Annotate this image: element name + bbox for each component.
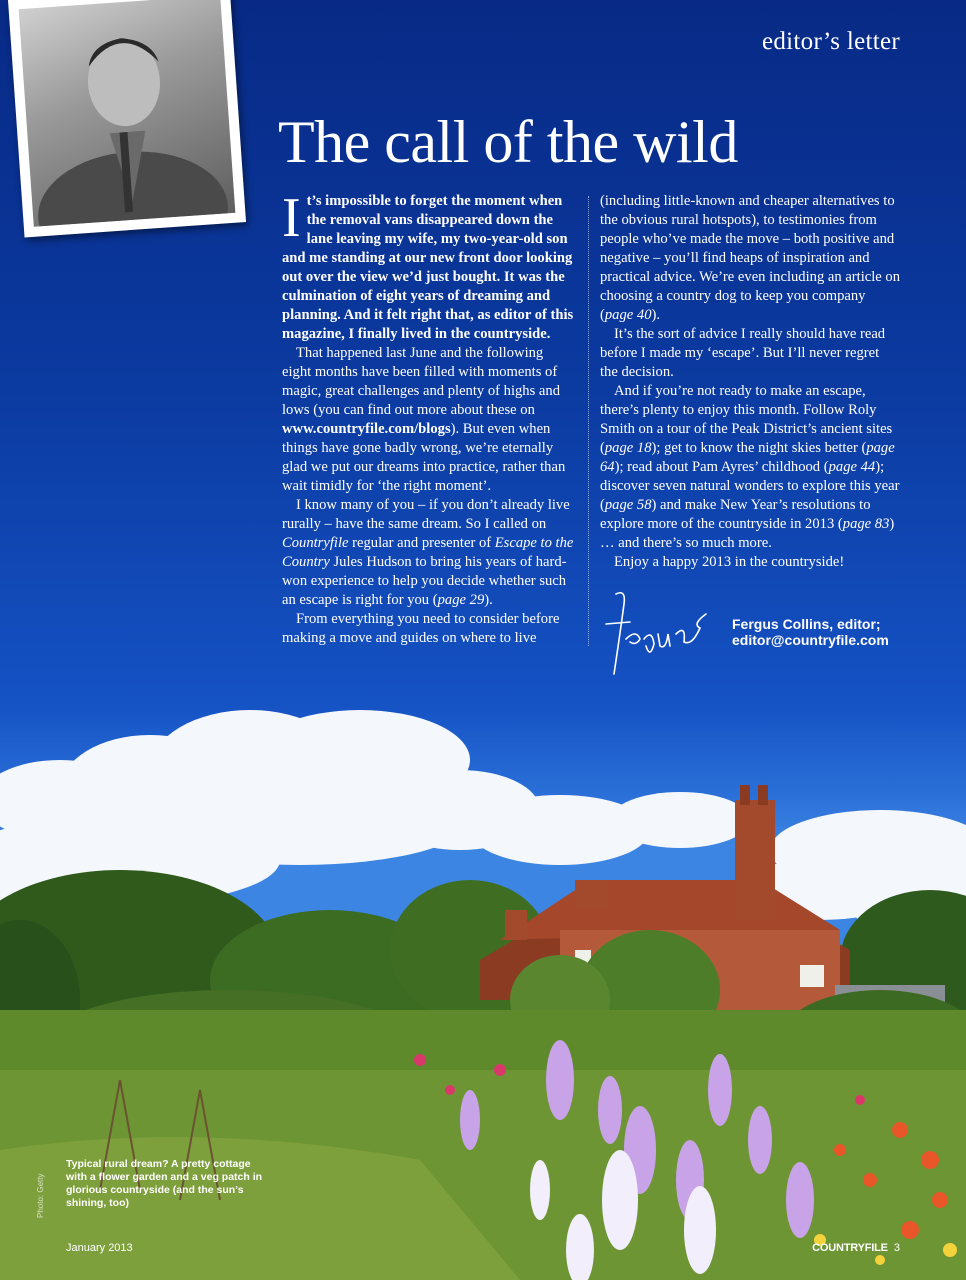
photo-credit: Photo: Getty xyxy=(36,1173,45,1218)
editor-portrait xyxy=(8,0,246,237)
article-column-right xyxy=(600,192,900,572)
folio xyxy=(812,1242,900,1254)
paragraph: I know many of you – if you don’t already live rurally – have the same dream. So I called on Countryfile regular and presenter of Escape to the Country Jules Hudson to bring his years of hard-won experience to help you decide whether such an escape is right for you (page 29). xyxy=(282,497,574,608)
paragraph: That happened last June and the following eight months have been filled with moments of magic, great challenges and plenty of highs and lows (you can find out more about these on www.countryfile.com/blogs). But even when things have gone badly wrong, we’re eternally glad we put our dreams into practice, rather than wait timidly for ‘the right moment’. xyxy=(282,345,566,494)
editor-email[interactable]: editor@countryfile.com xyxy=(732,632,889,648)
drop-cap: I xyxy=(282,187,301,249)
photo-caption: Typical rural dream? A pretty cottage with a flower garden and a veg patch in glorious countryside (and the sun’s shining, too) xyxy=(66,1158,263,1209)
paragraph: And if you’re not ready to make an escape, there’s plenty to enjoy this month. Follow Roly Smith on a tour of the Peak District’s ancient sites (page 18); get to know the night skies better (page 64); read about Pam Ayres’ childhood (page 44); discover seven natural wonders to explore this year (page 58) and make New Year’s resolutions to explore more of the countryside in 2013 (page 83) … and there’s so much more. xyxy=(600,383,900,551)
intro-paragraph: It’s impossible to forget the moment when the removal vans disappeared down the lane leaving my wife, my two-year-old son and me standing at our new front door looking out over the view we’d just bought. It was the culmination of eight years of dreaming and planning. And it felt right that, as editor of this magazine, I finally lived in the countryside. xyxy=(282,187,574,342)
page-number: 3 xyxy=(893,1242,900,1254)
headline: The call of the wild xyxy=(278,109,738,175)
editor-name: Fergus Collins, editor; xyxy=(732,616,881,632)
editor-signoff xyxy=(732,616,889,648)
issue-date: January 2013 xyxy=(66,1242,133,1254)
column-divider xyxy=(588,196,589,646)
article-column-left xyxy=(282,187,576,648)
paragraph: From everything you need to consider before making a move and guides on where to live xyxy=(282,611,560,646)
paragraph: (including little-known and cheaper alternatives to the obvious rural hotspots), to testimonies from people who’ve made the move – both positive and negative – you’ll find heaps of inspiration and practical advice. We’re even including an article on choosing a country dog to keep you company (page 40). xyxy=(600,193,901,323)
paragraph: It’s the sort of advice I really should have read before I made my ‘escape’. But I’ll never regret the decision. xyxy=(600,326,886,380)
paragraph: Enjoy a happy 2013 in the countryside! xyxy=(614,554,845,570)
blog-link[interactable]: www.countryfile.com/blogs xyxy=(282,421,451,437)
handwritten-signature xyxy=(596,584,726,684)
section-label: editor’s letter xyxy=(761,28,900,55)
brand-name: COUNTRYFILE xyxy=(812,1242,888,1254)
